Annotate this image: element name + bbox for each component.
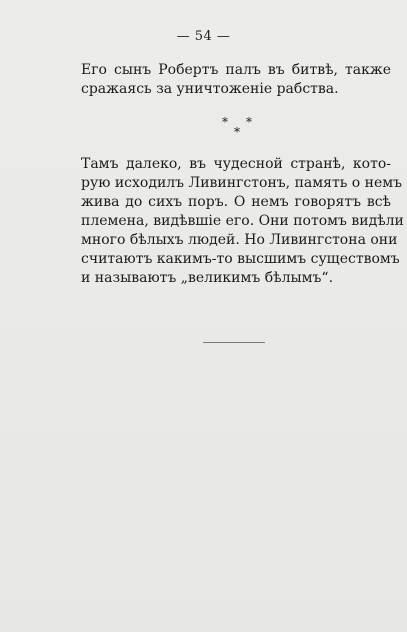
paragraph-line: считаютъ какимъ-то высшимъ существомъ — [81, 251, 400, 267]
paragraph-line: и называютъ „великимъ бѣлымъ“. — [81, 270, 334, 286]
section-separator — [0, 116, 407, 138]
end-rule — [203, 342, 265, 343]
asterisk: * — [222, 115, 228, 129]
paragraph-line: рую исходилъ Ливингстонъ, память о немъ — [81, 175, 403, 191]
asterisk: * — [234, 125, 240, 139]
paragraph-livingstone — [81, 155, 404, 288]
paragraph-line: жива до сихъ поръ. О немъ говорятъ всѣ — [81, 194, 391, 210]
paragraph-line: много бѣлыхъ людей. Но Ливингстона они — [81, 232, 398, 248]
paragraph-line: сражаясь за уничтоженіе рабства. — [81, 81, 339, 97]
page-number: — 54 — — [176, 29, 231, 44]
asterisk: * — [246, 115, 252, 129]
paragraph-line: Его сынъ Робертъ палъ въ битвѣ, также — [81, 62, 391, 78]
paragraph-robert — [81, 61, 391, 99]
paragraph-line: Тамъ далеко, въ чудесной странѣ, кото- — [81, 156, 391, 172]
paragraph-line: племена, видѣвшіе его. Они потомъ видѣли — [81, 213, 404, 229]
